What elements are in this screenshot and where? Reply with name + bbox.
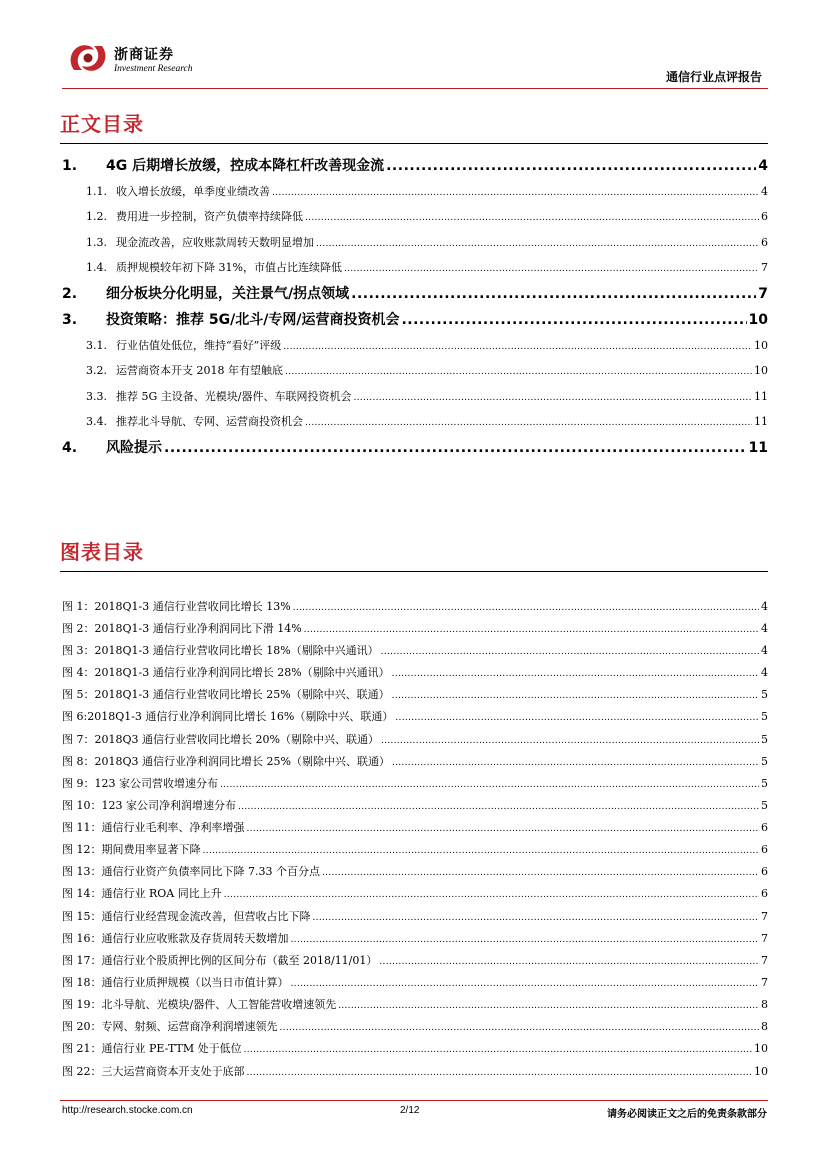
- page-number: 2/12: [400, 1105, 420, 1116]
- figures-title: 图表目录: [60, 540, 144, 564]
- figure-item[interactable]: 图 16：通信行业应收账款及存货周转天数增加 ..... 7: [60, 930, 768, 946]
- figure-item[interactable]: 图 21：通信行业 PE-TTM 处于低位 ..... 10: [60, 1040, 768, 1056]
- figure-item[interactable]: 图 12：期间费用率显著下降 ..... 6: [60, 841, 768, 857]
- toc-item[interactable]: 4. 风险提示 ..... 11: [60, 437, 768, 457]
- figure-item[interactable]: 图 4：2018Q1-3 通信行业净利润同比增长 28%（剔除中兴通讯） ..... 4: [60, 664, 768, 680]
- page-header: [62, 38, 768, 88]
- toc-item[interactable]: 1.3. 现金流改善，应收账款周转天数明显增加 ..... 6: [60, 234, 768, 250]
- footer-disclaimer: 请务必阅读正文之后的免责条款部分: [607, 1109, 767, 1120]
- toc-item[interactable]: 1.1. 收入增长放缓，单季度业绩改善 ..... 4: [60, 183, 768, 199]
- company-name-en: Investment Research: [114, 64, 193, 74]
- figure-item[interactable]: 图 7：2018Q3 通信行业营收同比增长 20%（剔除中兴、联通） ..... 5: [60, 731, 768, 747]
- figure-item[interactable]: 图 19：北斗导航、光模块/器件、人工智能营收增速领先 ..... 8: [60, 996, 768, 1012]
- toc-item[interactable]: 3.4. 推荐北斗导航、专网、运营商投资机会 ..... 11: [60, 413, 768, 429]
- figure-item[interactable]: 图 1：2018Q1-3 通信行业营收同比增长 13% ..... 4: [60, 598, 768, 614]
- figure-item[interactable]: 图 17：通信行业个股质押比例的区间分布（截至 2018/11/01） ..... 7: [60, 952, 768, 968]
- figure-item[interactable]: 图 5：2018Q1-3 通信行业营收同比增长 25%（剔除中兴、联通） ..... 5: [60, 686, 768, 702]
- toc-title-divider: [60, 143, 768, 144]
- toc-item[interactable]: 3. 投资策略：推荐 5G/北斗/专网/运营商投资机会 ..... 10: [60, 309, 768, 329]
- company-name-cn: 浙商证券: [114, 47, 174, 63]
- figure-item[interactable]: 图 9：123 家公司营收增速分布 ..... 5: [60, 775, 768, 791]
- report-type: 通信行业点评报告: [665, 70, 762, 84]
- figure-item[interactable]: 图 11：通信行业毛利率、净利率增强 ..... 6: [60, 819, 768, 835]
- figure-item[interactable]: 图 2：2018Q1-3 通信行业净利润同比下滑 14% ..... 4: [60, 620, 768, 636]
- toc-item[interactable]: 3.1. 行业估值处低位，维持“看好”评级 ..... 10: [60, 337, 768, 353]
- toc-item[interactable]: 1.2. 费用进一步控制，资产负债率持续降低 ..... 6: [60, 208, 768, 224]
- toc-title: 正文目录: [60, 112, 144, 136]
- header-divider: [62, 88, 768, 89]
- figures-title-divider: [60, 571, 768, 572]
- toc-item[interactable]: 1. 4G 后期增长放缓，控成本降杠杆改善现金流 ..... 4: [60, 155, 768, 175]
- toc-item[interactable]: 1.4. 质押规模较年初下降 31%，市值占比连续降低 ..... 7: [60, 259, 768, 275]
- figure-item[interactable]: 图 13：通信行业资产负债率同比下降 7.33 个百分点 ..... 6: [60, 863, 768, 879]
- toc-item[interactable]: 3.2. 运营商资本开支 2018 年有望触底 ..... 10: [60, 362, 768, 378]
- figure-item[interactable]: 图 22：三大运营商资本开支处于底部 ..... 10: [60, 1063, 768, 1079]
- figure-item[interactable]: 图 20：专网、射频、运营商净利润增速领先 ..... 8: [60, 1018, 768, 1034]
- figure-item[interactable]: 图 8：2018Q3 通信行业净利润同比增长 25%（剔除中兴、联通） ..... 5: [60, 753, 768, 769]
- figure-item[interactable]: 图 18：通信行业质押规模（以当日市值计算） ..... 7: [60, 974, 768, 990]
- footer-divider: [60, 1100, 768, 1101]
- figure-item[interactable]: 图 6:2018Q1-3 通信行业净利润同比增长 16%（剔除中兴、联通） ..... 5: [60, 708, 768, 724]
- figure-item[interactable]: 图 10：123 家公司净利润增速分布 ..... 5: [60, 797, 768, 813]
- footer-url-link[interactable]: http://research.stocke.com.cn: [62, 1105, 193, 1116]
- figure-item[interactable]: 图 3：2018Q1-3 通信行业营收同比增长 18%（剔除中兴通讯） ..... 4: [60, 642, 768, 658]
- figure-item[interactable]: 图 14：通信行业 ROA 同比上升 ..... 6: [60, 885, 768, 901]
- toc-item[interactable]: 3.3. 推荐 5G 主设备、光模块/器件、车联网投资机会 ..... 11: [60, 388, 768, 404]
- toc-item[interactable]: 2. 细分板块分化明显，关注景气/拐点领域 ..... 7: [60, 283, 768, 303]
- figure-item[interactable]: 图 15：通信行业经营现金流改善，但营收占比下降 ..... 7: [60, 908, 768, 924]
- company-logo-icon: [66, 40, 110, 76]
